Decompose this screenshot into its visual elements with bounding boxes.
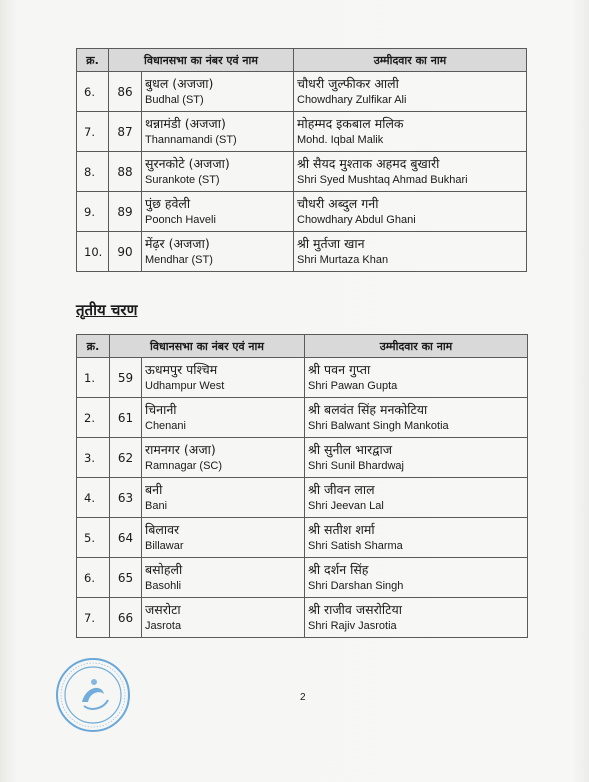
row-constituency — [142, 558, 305, 598]
constituency-name-hindi: ऊधमपुर पश्चिम — [145, 361, 218, 377]
header-constituency: विधानसभा का नंबर एवं नाम — [109, 49, 294, 72]
candidate-name-hindi: श्री राजीव जसरोटिया — [308, 601, 402, 617]
table-row — [77, 192, 527, 232]
row-constituency-number: 61 — [110, 398, 142, 438]
candidate-name-english: Shri Sunil Bhardwaj — [308, 459, 404, 472]
row-constituency-number: 87 — [109, 112, 142, 152]
constituency-name-hindi: बिलावर — [145, 521, 180, 537]
candidate-name-english: Shri Pawan Gupta — [308, 379, 398, 392]
party-seal-icon — [54, 656, 132, 734]
row-candidate — [305, 558, 528, 598]
candidate-name-hindi: श्री दर्शन सिंह — [308, 561, 369, 577]
row-candidate — [305, 398, 528, 438]
row-sno: 8. — [77, 152, 109, 192]
constituency-name-hindi: थन्नामंडी (अजजा) — [145, 115, 226, 131]
candidate-name-hindi: चौधरी जुल्फीकर आली — [297, 75, 399, 91]
table-row — [77, 72, 527, 112]
row-sno: 4. — [77, 478, 110, 518]
candidate-name-hindi: श्री सैयद मुश्ताक अहमद बुखारी — [297, 155, 440, 171]
candidate-name-hindi: श्री सुनील भारद्वाज — [308, 441, 392, 457]
constituency-name-english: Udhampur West — [145, 379, 225, 392]
table-row — [77, 398, 528, 438]
row-sno: 3. — [77, 438, 110, 478]
row-sno: 6. — [77, 72, 109, 112]
constituency-name-hindi: सुरनकोटे (अजजा) — [145, 155, 230, 171]
constituency-name-english: Surankote (ST) — [145, 173, 220, 186]
constituency-name-hindi: रामनगर (अजा) — [145, 441, 216, 457]
row-candidate — [294, 152, 527, 192]
row-sno: 7. — [77, 598, 110, 638]
table-row — [77, 438, 528, 478]
row-candidate — [294, 112, 527, 152]
candidate-name-english: Chowdhary Abdul Ghani — [297, 213, 416, 226]
constituency-name-hindi: बुधल (अजजा) — [145, 75, 214, 91]
table-row — [77, 558, 528, 598]
candidate-name-hindi: श्री बलवंत सिंह मनकोटिया — [308, 401, 428, 417]
table-row — [77, 112, 527, 152]
candidate-name-english: Shri Rajiv Jasrotia — [308, 619, 397, 632]
row-candidate — [305, 438, 528, 478]
constituency-name-hindi: चिनानी — [145, 401, 177, 417]
row-constituency — [142, 232, 294, 272]
table-row — [77, 358, 528, 398]
page-number: 2 — [300, 692, 306, 703]
constituency-name-english: Ramnagar (SC) — [145, 459, 223, 472]
constituency-name-english: Thannamandi (ST) — [145, 133, 237, 146]
constituency-name-english: Billawar — [145, 539, 184, 552]
table-header-row — [77, 49, 527, 72]
candidate-name-english: Shri Jeevan Lal — [308, 499, 384, 512]
header-sno: क्र. — [77, 335, 110, 358]
row-constituency-number: 62 — [110, 438, 142, 478]
row-constituency-number: 90 — [109, 232, 142, 272]
header-candidate: उम्मीदवार का नाम — [305, 335, 528, 358]
row-constituency — [142, 438, 305, 478]
candidate-name-english: Shri Darshan Singh — [308, 579, 404, 592]
row-sno: 10. — [77, 232, 109, 272]
phase-heading: तृतीय चरण — [76, 301, 138, 319]
row-constituency — [142, 192, 294, 232]
row-candidate — [294, 232, 527, 272]
constituency-name-english: Chenani — [145, 419, 186, 432]
candidate-name-hindi: श्री सतीश शर्मा — [308, 521, 375, 537]
table-row — [77, 232, 527, 272]
constituency-name-english: Budhal (ST) — [145, 93, 204, 106]
row-constituency — [142, 398, 305, 438]
row-constituency — [142, 112, 294, 152]
table-row — [77, 152, 527, 192]
header-constituency: विधानसभा का नंबर एवं नाम — [110, 335, 305, 358]
row-sno: 1. — [77, 358, 110, 398]
candidate-table-phase-2 — [76, 48, 527, 272]
candidate-table-phase-3 — [76, 334, 528, 638]
constituency-name-english: Bani — [145, 499, 168, 512]
candidate-name-english: Shri Balwant Singh Mankotia — [308, 419, 449, 432]
candidate-name-hindi: श्री मुर्तजा खान — [297, 235, 365, 251]
row-constituency — [142, 152, 294, 192]
row-constituency-number: 66 — [110, 598, 142, 638]
row-constituency-number: 88 — [109, 152, 142, 192]
constituency-name-hindi: पुंछ हवेली — [145, 195, 191, 211]
row-constituency-number: 65 — [110, 558, 142, 598]
table-row — [77, 598, 528, 638]
constituency-name-hindi: बसोहली — [145, 561, 183, 577]
row-constituency-number: 59 — [110, 358, 142, 398]
row-sno: 5. — [77, 518, 110, 558]
candidate-name-english: Shri Satish Sharma — [308, 539, 403, 552]
row-constituency-number: 64 — [110, 518, 142, 558]
row-constituency — [142, 478, 305, 518]
row-constituency-number: 89 — [109, 192, 142, 232]
candidate-name-hindi: श्री जीवन लाल — [308, 481, 375, 497]
candidate-name-english: Mohd. Iqbal Malik — [297, 133, 384, 146]
row-candidate — [305, 358, 528, 398]
row-candidate — [294, 192, 527, 232]
constituency-name-hindi: बनी — [145, 481, 163, 497]
row-constituency — [142, 358, 305, 398]
row-constituency — [142, 598, 305, 638]
candidate-name-english: Shri Murtaza Khan — [297, 253, 389, 266]
constituency-name-english: Basohli — [145, 579, 182, 592]
table-row — [77, 478, 528, 518]
row-candidate — [305, 598, 528, 638]
row-sno: 2. — [77, 398, 110, 438]
row-candidate — [305, 478, 528, 518]
candidate-name-hindi: चौधरी अब्दुल गनी — [297, 195, 379, 211]
row-sno: 6. — [77, 558, 110, 598]
constituency-name-hindi: मेंढ़र (अजजा) — [145, 235, 210, 251]
header-sno: क्र. — [77, 49, 109, 72]
row-constituency — [142, 518, 305, 558]
candidate-name-english: Chowdhary Zulfikar Ali — [297, 93, 407, 106]
header-candidate: उम्मीदवार का नाम — [294, 49, 527, 72]
row-candidate — [294, 72, 527, 112]
constituency-name-hindi: जसरोटा — [145, 601, 181, 617]
constituency-name-english: Mendhar (ST) — [145, 253, 213, 266]
row-constituency — [142, 72, 294, 112]
constituency-name-english: Jasrota — [145, 619, 182, 632]
candidate-name-hindi: श्री पवन गुप्ता — [308, 361, 371, 377]
row-constituency-number: 63 — [110, 478, 142, 518]
table-row — [77, 518, 528, 558]
table-header-row — [77, 335, 528, 358]
candidate-name-english: Shri Syed Mushtaq Ahmad Bukhari — [297, 173, 468, 186]
row-sno: 9. — [77, 192, 109, 232]
constituency-name-english: Poonch Haveli — [145, 213, 216, 226]
candidate-name-hindi: मोहम्मद इकबाल मलिक — [297, 115, 404, 131]
row-sno: 7. — [77, 112, 109, 152]
row-candidate — [305, 518, 528, 558]
row-constituency-number: 86 — [109, 72, 142, 112]
